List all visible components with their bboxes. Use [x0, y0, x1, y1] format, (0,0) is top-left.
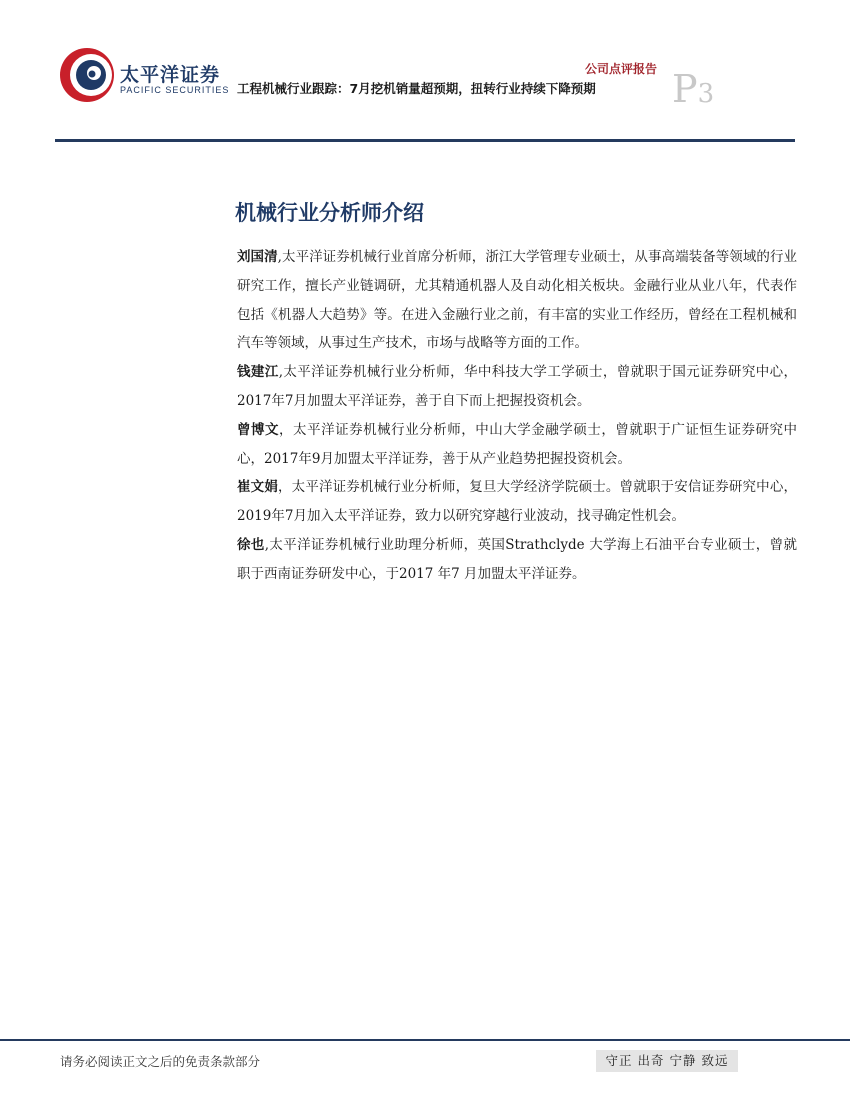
logo-emblem-icon	[58, 46, 116, 104]
logo-name: 太平洋证券	[120, 64, 221, 86]
report-type-label: 公司点评报告	[584, 62, 657, 76]
report-title: 工程机械行业跟踪：7月挖机销量超预期，扭转行业持续下降预期	[237, 81, 596, 96]
analyst-name: 徐也	[237, 536, 265, 553]
page-number-value: 3	[697, 79, 715, 109]
analyst-description: ，太平洋证券机械行业分析师，复旦大学经济学院硕士。曾就职于安信证券研究中心，2019年7月加入太平洋证券，致力以研究穿越行业波动，找寻确定性机会。	[237, 479, 798, 525]
analyst-bio	[237, 358, 797, 416]
company-logo	[58, 46, 228, 106]
footer-divider	[0, 1039, 850, 1041]
footer-motto: 守正 出奇 宁静 致远	[596, 1050, 738, 1072]
analyst-description: ,太平洋证券机械行业首席分析师，浙江大学管理专业硕士，从事高端装备等领域的行业研究工作，擅长产业链调研，尤其精通机器人及自动化相关板块。金融行业从业八年，代表作包括《机器人大趋势》等。在进入金融行业之前，有丰富的实业工作经历，曾经在工程机械和汽车等领域，从事过生产技术，市场与战略等方面的工作。	[237, 249, 798, 352]
page-number-prefix: P	[672, 67, 698, 111]
analyst-name: 曾博文	[237, 421, 280, 438]
logo-name-en: PACIFIC SECURITIES	[120, 85, 230, 95]
header-divider	[55, 139, 795, 142]
analyst-description: ,太平洋证券机械行业助理分析师，英国Strathclyde 大学海上石油平台专业硕士，曾就职于西南证券研发中心，于2017 年7 月加盟太平洋证券。	[237, 536, 798, 582]
analyst-description: ，太平洋证券机械行业分析师，中山大学金融学硕士，曾就职于广证恒生证券研究中心，2017年9月加盟太平洋证券，善于从产业趋势把握投资机会。	[237, 421, 798, 467]
analyst-bio	[237, 531, 797, 589]
footer-disclaimer: 请务必阅读正文之后的免责条款部分	[60, 1054, 261, 1069]
analyst-bios	[237, 243, 797, 589]
analyst-description: ,太平洋证券机械行业分析师，华中科技大学工学硕士，曾就职于国元证券研究中心，2017年7月加盟太平洋证券，善于自下而上把握投资机会。	[237, 364, 798, 409]
analyst-name: 崔文娟	[237, 479, 278, 496]
analyst-bio	[237, 473, 797, 531]
analyst-name: 刘国清	[237, 249, 278, 265]
analyst-bio	[237, 416, 797, 474]
section-title: 机械行业分析师介绍	[235, 201, 424, 225]
analyst-bio	[237, 243, 797, 358]
analyst-name: 钱建江	[237, 364, 279, 381]
page-number	[672, 67, 715, 111]
